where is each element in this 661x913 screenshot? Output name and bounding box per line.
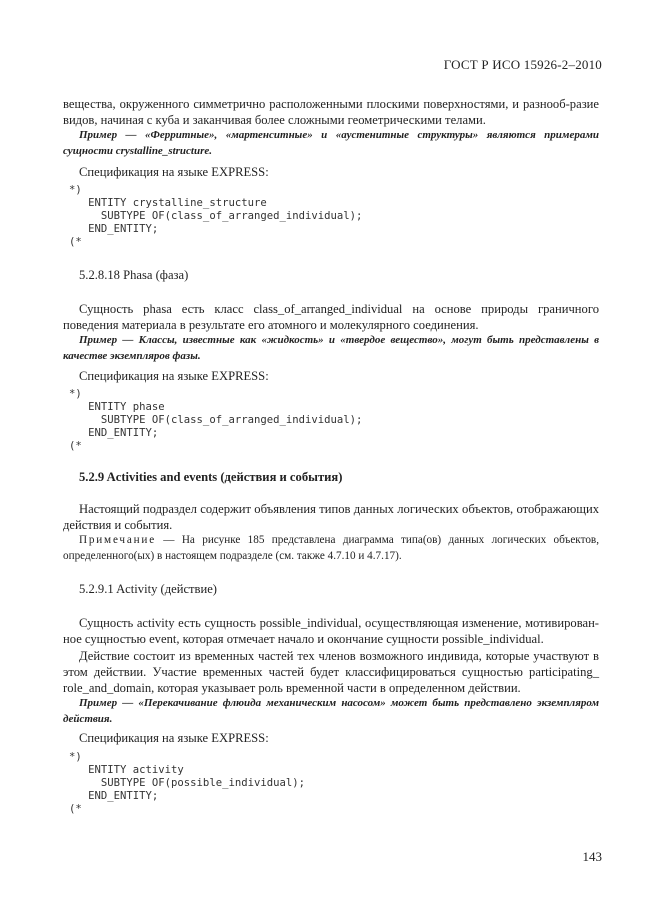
express-spec-label: Спецификация на языке EXPRESS:	[79, 164, 269, 179]
paragraph-continued: вещества, окруженного симметрично расположенными плоскими поверхностями, и разнооб-разие видов, начиная с куба и заканчивая более сложными геометрическими телами.	[63, 97, 599, 128]
page-number: 143	[582, 849, 602, 864]
heading-phasa: 5.2.8.18 Phasa (фаза)	[79, 267, 189, 282]
express-spec-label: Спецификация на языке EXPRESS:	[79, 731, 269, 746]
standard-header: ГОСТ Р ИСО 15926-2–2010	[443, 57, 602, 72]
paragraph-activity-parts: Действие состоит из временных частей тех членов возможного индивида, которые участвуют в этом действии. Участие временных частей будет классифицироваться сущностью participating_ role_and_domain, которая указывает роль временной части в определенном действии.	[63, 648, 599, 696]
heading-activities-events: 5.2.9 Activities and events (действия и события)	[79, 469, 343, 484]
example-activity: Пример — «Перекачивание флюида механическим насосом» может быть представлено экземпляром действия.	[63, 697, 599, 725]
express-code-activity: *) ENTITY activity SUBTYPE OF(possible_individual); END_ENTITY; (*	[69, 750, 305, 815]
example-crystalline: Пример — «Ферритные», «мартенситные» и «аустенитные структуры» являются примерами сущности crystalline_structure.	[63, 129, 599, 157]
example-phase: Пример — Классы, известные как «жидкость» и «твердое вещество», могут быть представлены в качестве экземпляров фазы.	[63, 334, 599, 362]
paragraph-activity-definition: Сущность activity есть сущность possible_individual, осуществляющая изменение, мотивирован-ное сущностью event, которая отмечает начало и окончание сущности possible_individual.	[63, 616, 599, 647]
paragraph-subsection-intro: Настоящий подраздел содержит объявления типов данных логических объектов, отображающих действия и события.	[63, 502, 599, 533]
express-spec-label: Спецификация на языке EXPRESS:	[79, 368, 269, 383]
note-label: Примечание	[79, 534, 156, 547]
page-content	[63, 96, 599, 816]
paragraph-phasa: Сущность phasa есть класс class_of_arranged_individual на основе природы граничного поведения материала в результате его атомного и молекулярного соединения.	[63, 302, 599, 333]
note-text: — На рисунке 185 представлена диаграмма типа(ов) данных логических объектов, определенного(ых) в настоящем подразделе (см. также 4.7.10 и 4.7.17).	[63, 534, 599, 563]
express-code-phase: *) ENTITY phase SUBTYPE OF(class_of_arranged_individual); END_ENTITY; (*	[69, 387, 363, 452]
express-code-crystalline: *) ENTITY crystalline_structure SUBTYPE OF(class_of_arranged_individual); END_ENTITY; (*	[69, 183, 363, 248]
note-figure-185	[63, 533, 599, 565]
heading-activity: 5.2.9.1 Activity (действие)	[79, 582, 218, 596]
